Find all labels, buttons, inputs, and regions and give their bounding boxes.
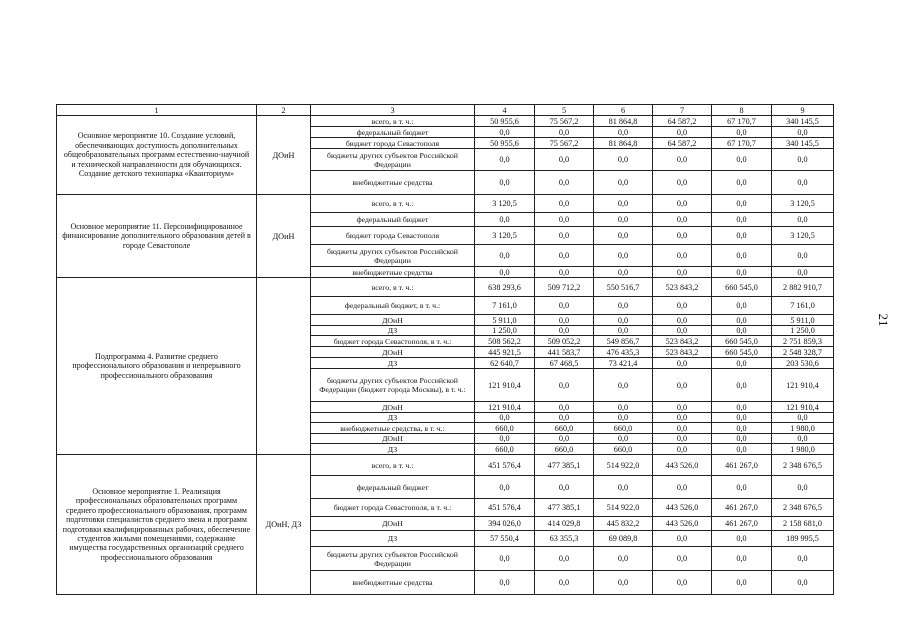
amount-cell: 0,0 bbox=[653, 326, 712, 336]
amount-cell: 1 250,0 bbox=[475, 326, 535, 336]
amount-cell: 0,0 bbox=[653, 195, 712, 213]
amount-cell: 0,0 bbox=[772, 413, 834, 423]
amount-cell: 0,0 bbox=[535, 127, 594, 138]
amount-cell: 0,0 bbox=[594, 402, 653, 413]
amount-cell: 0,0 bbox=[475, 434, 535, 444]
header-cell: 4 bbox=[475, 105, 535, 116]
amount-cell: 3 120,5 bbox=[772, 227, 834, 245]
amount-cell: 2 548 328,7 bbox=[772, 347, 834, 358]
amount-cell: 0,0 bbox=[653, 358, 712, 369]
amount-cell: 0,0 bbox=[594, 369, 653, 402]
amount-cell: 660 545,0 bbox=[712, 336, 772, 347]
executor-cell: ДОиН bbox=[257, 116, 311, 195]
amount-cell: 0,0 bbox=[475, 413, 535, 423]
amount-cell: 0,0 bbox=[712, 245, 772, 267]
amount-cell: 660,0 bbox=[475, 444, 535, 455]
amount-cell: 0,0 bbox=[653, 227, 712, 245]
funding-source: ДЗ bbox=[311, 531, 475, 547]
amount-cell: 50 955,6 bbox=[475, 138, 535, 149]
amount-cell: 0,0 bbox=[712, 402, 772, 413]
funding-source: федеральный бюджет bbox=[311, 213, 475, 227]
amount-cell: 5 911,0 bbox=[772, 315, 834, 326]
amount-cell: 0,0 bbox=[535, 413, 594, 423]
amount-cell: 2 158 681,0 bbox=[772, 517, 834, 531]
amount-cell: 3 120,5 bbox=[772, 195, 834, 213]
amount-cell: 0,0 bbox=[535, 227, 594, 245]
table-row bbox=[57, 195, 834, 213]
amount-cell: 0,0 bbox=[475, 245, 535, 267]
amount-cell: 0,0 bbox=[475, 476, 535, 499]
amount-cell: 0,0 bbox=[475, 571, 535, 595]
amount-cell: 0,0 bbox=[475, 171, 535, 195]
amount-cell: 0,0 bbox=[594, 267, 653, 278]
amount-cell: 2 751 859,3 bbox=[772, 336, 834, 347]
amount-cell: 0,0 bbox=[712, 213, 772, 227]
header-cell: 9 bbox=[772, 105, 834, 116]
amount-cell: 509 052,2 bbox=[535, 336, 594, 347]
amount-cell: 340 145,5 bbox=[772, 138, 834, 149]
amount-cell: 660,0 bbox=[475, 423, 535, 434]
amount-cell: 0,0 bbox=[594, 571, 653, 595]
funding-source: ДОиН bbox=[311, 434, 475, 444]
amount-cell: 0,0 bbox=[653, 267, 712, 278]
amount-cell: 57 550,4 bbox=[475, 531, 535, 547]
amount-cell: 638 293,6 bbox=[475, 278, 535, 297]
amount-cell: 0,0 bbox=[594, 149, 653, 171]
amount-cell: 0,0 bbox=[535, 326, 594, 336]
amount-cell: 64 587,2 bbox=[653, 116, 712, 127]
amount-cell: 508 562,2 bbox=[475, 336, 535, 347]
amount-cell: 1 980,0 bbox=[772, 423, 834, 434]
funding-source: бюджеты других субъектов Российской Федерации bbox=[311, 245, 475, 267]
amount-cell: 0,0 bbox=[712, 326, 772, 336]
budget-table bbox=[56, 104, 834, 595]
amount-cell: 0,0 bbox=[653, 434, 712, 444]
funding-source: ДОиН bbox=[311, 402, 475, 413]
amount-cell: 660 545,0 bbox=[712, 347, 772, 358]
amount-cell: 477 385,1 bbox=[535, 499, 594, 517]
amount-cell: 660,0 bbox=[594, 423, 653, 434]
amount-cell: 0,0 bbox=[712, 267, 772, 278]
amount-cell: 509 712,2 bbox=[535, 278, 594, 297]
page-number: 21 bbox=[876, 313, 891, 327]
amount-cell: 443 526,0 bbox=[653, 455, 712, 476]
amount-cell: 660,0 bbox=[535, 423, 594, 434]
amount-cell: 0,0 bbox=[653, 297, 712, 315]
amount-cell: 0,0 bbox=[712, 127, 772, 138]
funding-source: внебюджетные средства bbox=[311, 171, 475, 195]
amount-cell: 0,0 bbox=[653, 315, 712, 326]
amount-cell: 81 864,8 bbox=[594, 138, 653, 149]
amount-cell: 0,0 bbox=[712, 149, 772, 171]
amount-cell: 0,0 bbox=[475, 213, 535, 227]
amount-cell: 75 567,2 bbox=[535, 138, 594, 149]
amount-cell: 451 576,4 bbox=[475, 455, 535, 476]
amount-cell: 0,0 bbox=[653, 413, 712, 423]
funding-source: всего, в т. ч.: bbox=[311, 455, 475, 476]
measure-name: Основное мероприятие 1. Реализация профессиональных образовательных программ среднего профессионального образования, программ подготовки специалистов среднего звена и программ подготовки квалифицированных рабочих, обеспечение студентов жилыми помещениями, содержание имущества государственных организаций среднего профессионального образования bbox=[57, 455, 257, 595]
amount-cell: 461 267,0 bbox=[712, 517, 772, 531]
amount-cell: 7 161,0 bbox=[475, 297, 535, 315]
amount-cell: 0,0 bbox=[594, 171, 653, 195]
funding-source: всего, в т. ч.: bbox=[311, 116, 475, 127]
amount-cell: 0,0 bbox=[594, 245, 653, 267]
amount-cell: 0,0 bbox=[594, 195, 653, 213]
amount-cell: 0,0 bbox=[653, 213, 712, 227]
funding-source: внебюджетные средства bbox=[311, 571, 475, 595]
amount-cell: 3 120,5 bbox=[475, 195, 535, 213]
executor-cell bbox=[257, 278, 311, 455]
funding-source: бюджет города Севастополя, в т. ч.: bbox=[311, 499, 475, 517]
amount-cell: 0,0 bbox=[712, 358, 772, 369]
amount-cell: 461 267,0 bbox=[712, 455, 772, 476]
amount-cell: 461 267,0 bbox=[712, 499, 772, 517]
funding-source: бюджеты других субъектов Российской Федерации bbox=[311, 547, 475, 571]
amount-cell: 189 995,5 bbox=[772, 531, 834, 547]
amount-cell: 0,0 bbox=[535, 369, 594, 402]
amount-cell: 0,0 bbox=[594, 413, 653, 423]
amount-cell: 67 170,7 bbox=[712, 138, 772, 149]
funding-source: бюджеты других субъектов Российской Федерации (бюджет города Москвы), в т. ч.: bbox=[311, 369, 475, 402]
amount-cell: 414 029,8 bbox=[535, 517, 594, 531]
amount-cell: 0,0 bbox=[535, 245, 594, 267]
amount-cell: 75 567,2 bbox=[535, 116, 594, 127]
amount-cell: 0,0 bbox=[712, 423, 772, 434]
amount-cell: 451 576,4 bbox=[475, 499, 535, 517]
amount-cell: 0,0 bbox=[535, 213, 594, 227]
amount-cell: 0,0 bbox=[653, 531, 712, 547]
amount-cell: 0,0 bbox=[594, 213, 653, 227]
amount-cell: 2 882 910,7 bbox=[772, 278, 834, 297]
amount-cell: 7 161,0 bbox=[772, 297, 834, 315]
amount-cell: 0,0 bbox=[772, 171, 834, 195]
amount-cell: 0,0 bbox=[653, 171, 712, 195]
amount-cell: 660,0 bbox=[594, 444, 653, 455]
amount-cell: 660 545,0 bbox=[712, 278, 772, 297]
funding-source: бюджеты других субъектов Российской Федерации bbox=[311, 149, 475, 171]
amount-cell: 1 980,0 bbox=[772, 444, 834, 455]
amount-cell: 0,0 bbox=[535, 571, 594, 595]
amount-cell: 0,0 bbox=[594, 297, 653, 315]
amount-cell: 0,0 bbox=[475, 547, 535, 571]
amount-cell: 121 910,4 bbox=[475, 369, 535, 402]
amount-cell: 5 911,0 bbox=[475, 315, 535, 326]
header-cell: 2 bbox=[257, 105, 311, 116]
amount-cell: 0,0 bbox=[653, 444, 712, 455]
amount-cell: 3 120,5 bbox=[475, 227, 535, 245]
amount-cell: 67 468,5 bbox=[535, 358, 594, 369]
amount-cell: 443 526,0 bbox=[653, 517, 712, 531]
table-row bbox=[57, 116, 834, 127]
amount-cell: 550 516,7 bbox=[594, 278, 653, 297]
funding-source: федеральный бюджет bbox=[311, 476, 475, 499]
amount-cell: 0,0 bbox=[712, 571, 772, 595]
measure-name: Основное мероприятие 11. Персонифицированное финансирование дополнительного образования детей в городе Севастополе bbox=[57, 195, 257, 278]
amount-cell: 121 910,4 bbox=[772, 402, 834, 413]
amount-cell: 0,0 bbox=[712, 297, 772, 315]
amount-cell: 0,0 bbox=[535, 297, 594, 315]
amount-cell: 0,0 bbox=[772, 476, 834, 499]
amount-cell: 523 843,2 bbox=[653, 336, 712, 347]
amount-cell: 0,0 bbox=[653, 476, 712, 499]
amount-cell: 0,0 bbox=[535, 547, 594, 571]
amount-cell: 0,0 bbox=[594, 434, 653, 444]
executor-cell: ДОиН bbox=[257, 195, 311, 278]
funding-source: всего, в т. ч.: bbox=[311, 278, 475, 297]
funding-source: ДОиН bbox=[311, 347, 475, 358]
amount-cell: 203 530,6 bbox=[772, 358, 834, 369]
amount-cell: 63 355,3 bbox=[535, 531, 594, 547]
amount-cell: 445 921,5 bbox=[475, 347, 535, 358]
funding-source: ДЗ bbox=[311, 358, 475, 369]
amount-cell: 0,0 bbox=[594, 326, 653, 336]
amount-cell: 0,0 bbox=[594, 315, 653, 326]
amount-cell: 0,0 bbox=[712, 531, 772, 547]
amount-cell: 0,0 bbox=[535, 315, 594, 326]
amount-cell: 0,0 bbox=[535, 267, 594, 278]
amount-cell: 0,0 bbox=[594, 227, 653, 245]
amount-cell: 0,0 bbox=[653, 245, 712, 267]
amount-cell: 0,0 bbox=[772, 245, 834, 267]
amount-cell: 0,0 bbox=[535, 402, 594, 413]
funding-source: бюджет города Севастополя, в т. ч.: bbox=[311, 336, 475, 347]
amount-cell: 0,0 bbox=[535, 149, 594, 171]
amount-cell: 477 385,1 bbox=[535, 455, 594, 476]
funding-source: внебюджетные средства, в т. ч.: bbox=[311, 423, 475, 434]
amount-cell: 0,0 bbox=[594, 476, 653, 499]
amount-cell: 0,0 bbox=[772, 267, 834, 278]
amount-cell: 0,0 bbox=[653, 127, 712, 138]
amount-cell: 62 640,7 bbox=[475, 358, 535, 369]
amount-cell: 0,0 bbox=[535, 434, 594, 444]
amount-cell: 514 922,0 bbox=[594, 455, 653, 476]
amount-cell: 0,0 bbox=[772, 213, 834, 227]
executor-cell: ДОиН, ДЗ bbox=[257, 455, 311, 595]
measure-name: Подпрограмма 4. Развитие среднего профессионального образования и непрерывного профессионального образования bbox=[57, 278, 257, 455]
amount-cell: 1 250,0 bbox=[772, 326, 834, 336]
amount-cell: 0,0 bbox=[653, 423, 712, 434]
amount-cell: 81 864,8 bbox=[594, 116, 653, 127]
amount-cell: 50 955,6 bbox=[475, 116, 535, 127]
amount-cell: 0,0 bbox=[475, 127, 535, 138]
amount-cell: 443 526,0 bbox=[653, 499, 712, 517]
table-row bbox=[57, 455, 834, 476]
amount-cell: 0,0 bbox=[653, 547, 712, 571]
amount-cell: 0,0 bbox=[475, 149, 535, 171]
header-cell: 6 bbox=[594, 105, 653, 116]
amount-cell: 0,0 bbox=[772, 547, 834, 571]
amount-cell: 445 832,2 bbox=[594, 517, 653, 531]
amount-cell: 121 910,4 bbox=[475, 402, 535, 413]
funding-source: федеральный бюджет, в т. ч.: bbox=[311, 297, 475, 315]
amount-cell: 549 856,7 bbox=[594, 336, 653, 347]
funding-source: ДЗ bbox=[311, 326, 475, 336]
funding-source: бюджет города Севастополя bbox=[311, 227, 475, 245]
amount-cell: 0,0 bbox=[712, 227, 772, 245]
funding-source: федеральный бюджет bbox=[311, 127, 475, 138]
amount-cell: 69 089,8 bbox=[594, 531, 653, 547]
funding-source: ДЗ bbox=[311, 444, 475, 455]
header-cell: 5 bbox=[535, 105, 594, 116]
funding-source: ДОиН bbox=[311, 315, 475, 326]
amount-cell: 0,0 bbox=[653, 369, 712, 402]
amount-cell: 340 145,5 bbox=[772, 116, 834, 127]
amount-cell: 2 348 676,5 bbox=[772, 455, 834, 476]
amount-cell: 523 843,2 bbox=[653, 278, 712, 297]
amount-cell: 514 922,0 bbox=[594, 499, 653, 517]
amount-cell: 0,0 bbox=[712, 369, 772, 402]
amount-cell: 64 587,2 bbox=[653, 138, 712, 149]
amount-cell: 0,0 bbox=[712, 195, 772, 213]
funding-source: внебюджетные средства bbox=[311, 267, 475, 278]
amount-cell: 660,0 bbox=[535, 444, 594, 455]
amount-cell: 476 435,3 bbox=[594, 347, 653, 358]
funding-source: бюджет города Севастополя bbox=[311, 138, 475, 149]
funding-source: ДОиН bbox=[311, 517, 475, 531]
amount-cell: 0,0 bbox=[712, 171, 772, 195]
header-cell: 3 bbox=[311, 105, 475, 116]
amount-cell: 0,0 bbox=[475, 267, 535, 278]
amount-cell: 0,0 bbox=[712, 434, 772, 444]
amount-cell: 2 348 676,5 bbox=[772, 499, 834, 517]
amount-cell: 0,0 bbox=[712, 444, 772, 455]
amount-cell: 0,0 bbox=[535, 476, 594, 499]
amount-cell: 0,0 bbox=[535, 195, 594, 213]
header-cell: 8 bbox=[712, 105, 772, 116]
amount-cell: 0,0 bbox=[712, 413, 772, 423]
amount-cell: 0,0 bbox=[653, 402, 712, 413]
amount-cell: 523 843,2 bbox=[653, 347, 712, 358]
funding-source: всего, в т. ч.: bbox=[311, 195, 475, 213]
amount-cell: 121 910,4 bbox=[772, 369, 834, 402]
amount-cell: 0,0 bbox=[712, 547, 772, 571]
measure-name: Основное мероприятие 10. Создание условий, обеспечивающих доступность дополнительных общеобразовательных программ естественно-научной и технической направленности для обучающихся. Создание детского технопарка «Кванториум» bbox=[57, 116, 257, 195]
amount-cell: 0,0 bbox=[594, 127, 653, 138]
amount-cell: 0,0 bbox=[653, 149, 712, 171]
amount-cell: 0,0 bbox=[653, 571, 712, 595]
amount-cell: 0,0 bbox=[535, 171, 594, 195]
header-cell: 7 bbox=[653, 105, 712, 116]
amount-cell: 0,0 bbox=[712, 476, 772, 499]
header-cell: 1 bbox=[57, 105, 257, 116]
funding-source: ДЗ bbox=[311, 413, 475, 423]
amount-cell: 73 421,4 bbox=[594, 358, 653, 369]
amount-cell: 0,0 bbox=[712, 315, 772, 326]
amount-cell: 394 026,0 bbox=[475, 517, 535, 531]
header-row bbox=[57, 105, 834, 116]
amount-cell: 0,0 bbox=[772, 127, 834, 138]
amount-cell: 67 170,7 bbox=[712, 116, 772, 127]
amount-cell: 441 583,7 bbox=[535, 347, 594, 358]
table-row bbox=[57, 278, 834, 297]
amount-cell: 0,0 bbox=[772, 434, 834, 444]
amount-cell: 0,0 bbox=[594, 547, 653, 571]
amount-cell: 0,0 bbox=[772, 571, 834, 595]
amount-cell: 0,0 bbox=[772, 149, 834, 171]
